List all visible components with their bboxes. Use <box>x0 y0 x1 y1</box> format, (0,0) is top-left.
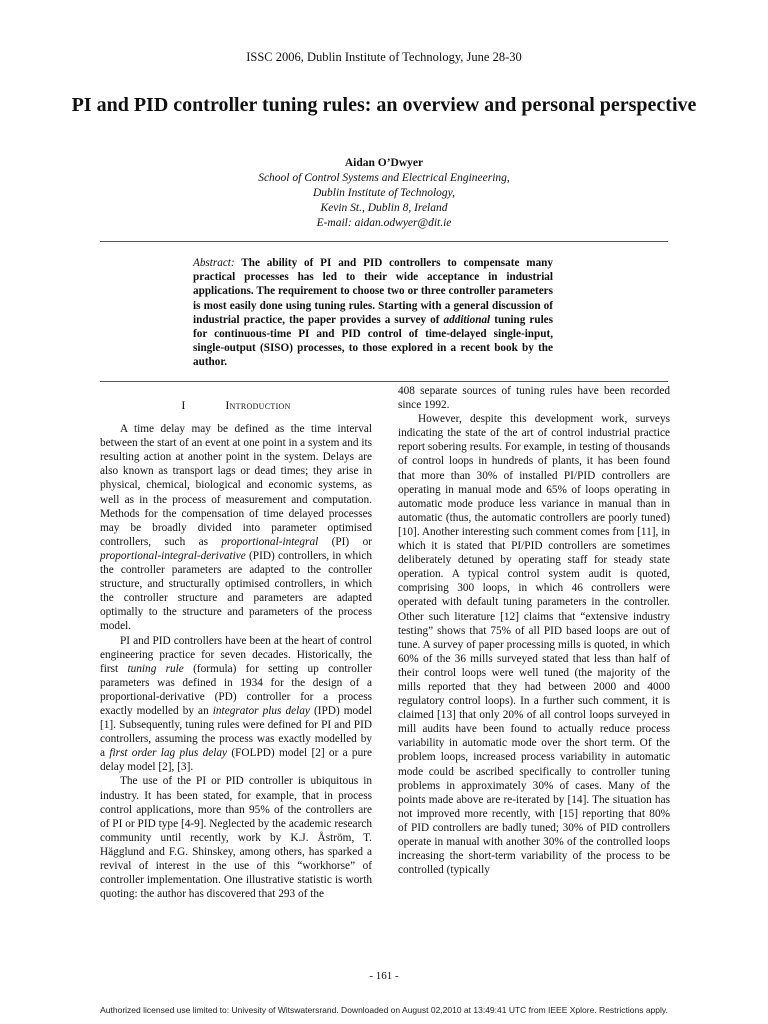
text-run: (PI) or <box>318 535 372 548</box>
abstract-divider <box>100 381 668 382</box>
right-column <box>398 384 670 877</box>
emphasis-term: integrator plus delay <box>212 704 310 717</box>
affiliation-line-2: Dublin Institute of Technology, <box>312 187 456 199</box>
affiliation-line-3: Kevin St., Dublin 8, Ireland <box>320 202 448 214</box>
emphasis-term: tuning rule <box>127 662 184 675</box>
survey-paragraph: However, despite this development work, surveys indicating the state of the art of control industrial practice report sobering results. For example, in testing of thousands of control loops in hundreds of plants, it has been found that more than 30% of installed PI/PID controllers are operating in manual mode and 65% of loops operating in automatic mode produce less variance in manual than in automatic (thus, the automatic controllers are poorly tuned) [10]. Another interesting such comment comes from [11], in which it is stated that PI/PID controllers are sometimes deliberately detuned by operating staff for steady state operation. A typical control system audit is quoted, comprising 300 loops, in which 46 controllers were operated with default tuning parameters in the controller. Other such literature [12] claims that “extensive industry testing” shows that 75% of all PID based loops are out of tune. A survey of paper processing mills is quoted, in which 60% of the 36 mills surveyed stated that less than half of their control loops were well tuned (the majority of the mills reported that they had between 2000 and 4000 regulatory control loops). In a further such comment, it is claimed [13] that only 20% of all control loops surveyed in mill audits have been found to actually reduce process variability in automatic mode over the short term. Of the problem loops, increased process variability in automatic mode could be ascribed specifically to controller tuning problems in approximately 30% of cases. Many of the points made above are re-iterated by [14]. The situation has not improved more recently, with [15] reporting that 80% of PID controllers are badly tuned; 30% of PID controllers operate in manual with another 30% of the controlled loops increasing the short-term variability of the process to be controlled (typically <box>398 413 670 877</box>
section-heading <box>100 398 372 412</box>
author-name: Aidan O’Dwyer <box>344 157 424 169</box>
abstract-text-1: The ability of PI and PID controllers to compensate many practical processes has led to their wide acceptance in industrial applications. The requirement to choose two or three controller parameters is most easily done using tuning rules. Starting with a general discussion of industrial practice, the paper provides a survey of <box>193 257 553 326</box>
license-footer: Authorized licensed use limited to: Univesity of Witswatersrand. Downloaded on August 02,2010 at 13:49:41 UTC from IEEE Xplore. Restrictions apply. <box>100 1005 668 1015</box>
intro-paragraph-3: The use of the PI or PID controller is ubiquitous in industry. It has been stated, for example, that in process control applications, more than 95% of the controllers are of PI or PID type [4-9]. Neglected by the academic research community until recently, work by K.J. Åström, T. Hägglund and F.G. Shinskey, among others, has sparked a revival of interest in the use of this “workhorse” of controller implementation. One illustrative statistic is worth quoting: the author has discovered that 293 of the <box>100 775 372 901</box>
text-run: PI and PID controllers have been at the heart of control engineering practice for seven decades. Historically, the first <box>100 634 372 675</box>
intro-paragraph-1 <box>100 422 372 633</box>
emphasis-term: proportional-integral <box>221 535 319 548</box>
author-email: E-mail: aidan.odwyer@dit.ie <box>316 217 452 229</box>
continued-paragraph: 408 separate sources of tuning rules have been recorded since 1992. <box>398 385 670 412</box>
emphasis-term: proportional-integral-derivative <box>100 549 246 562</box>
paper-title: PI and PID controller tuning rules: an overview and personal perspective <box>71 94 697 116</box>
author-block <box>0 156 768 231</box>
top-divider <box>100 241 668 242</box>
left-column <box>100 384 372 901</box>
intro-paragraph-2 <box>100 634 372 775</box>
conference-header: ISSC 2006, Dublin Institute of Technology, June 28-30 <box>246 50 522 64</box>
abstract-text-2: tuning rules for continuous-time PI and PID control of time-delayed single-input, single-output (SISO) processes, to those explored in a recent book by the author. <box>193 313 554 369</box>
section-number: I <box>181 398 186 412</box>
abstract-emphasis: additional <box>443 313 491 326</box>
emphasis-term: first order lag plus delay <box>109 747 228 760</box>
section-title: Introduction <box>225 398 291 412</box>
text-run: (PID) controllers, in which the controller parameters are adapted to the controller structure, and structurally optimised controllers, in which the controller structure and parameters are adapted optimally to the structure and parameters of the process model. <box>100 549 372 633</box>
abstract <box>193 256 553 370</box>
text-run: A time delay may be defined as the time interval between the start of an event at one point in a system and its resulting action at another point in the system. Delays are also known as transport lags or dead times; they arise in physical, chemical, biological and economic systems, as well as in the process of measurement and computation. Methods for the compensation of time delayed processes may be broadly divided into parameter optimised controllers, such as <box>100 423 372 548</box>
page-number: - 161 - <box>369 970 399 982</box>
affiliation-line-1: School of Control Systems and Electrical Engineering, <box>258 172 510 184</box>
text-run: (FOLPD) model [2] or a pure delay model [2], [3]. <box>100 747 372 774</box>
abstract-label: Abstract: <box>193 257 235 269</box>
text-run: (IPD) model [1]. Subsequently, tuning rules were defined for PI and PID controllers, assuming the process was exactly modelled by a <box>100 704 372 760</box>
text-run: (formula) for setting up controller parameters was defined in 1934 for the design of a proportional-derivative (PD) controller for a process exactly modelled by an <box>100 662 372 717</box>
